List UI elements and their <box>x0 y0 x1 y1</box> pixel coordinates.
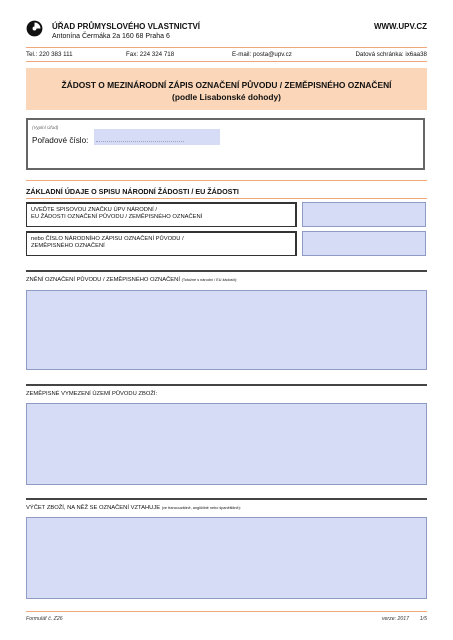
wording-field[interactable] <box>26 290 427 370</box>
section-rule-bottom <box>26 198 427 199</box>
wording-rule <box>26 270 427 272</box>
form-subtitle: (podle Lisabonské dohody) <box>172 92 281 102</box>
form-title: ŽÁDOST O MEZINÁRODNÍ ZÁPIS OZNAČENÍ PŮVODU / ZEMĚPISNÉHO OZNAČENÍ <box>61 80 392 90</box>
form-version: verze: 2017 <box>381 616 409 622</box>
header-rule-top <box>26 47 427 48</box>
goods-rule <box>26 498 427 500</box>
area-label: ZEMĚPISNÉ VYMEZENÍ ÚZEMÍ PŮVODU ZBOŽÍ: <box>26 391 158 397</box>
page-number: 1/5 <box>419 616 427 622</box>
order-number-label: Pořadové číslo: <box>32 136 89 145</box>
contact-fax: Fax: 224 324 718 <box>126 51 175 58</box>
area-field[interactable] <box>26 403 427 485</box>
area-rule <box>26 384 427 386</box>
wording-label-note: (Totožné s národní / EU žádostí): <box>181 278 238 282</box>
contact-databox: Datová schránka: ix6aa38 <box>355 51 427 58</box>
file-number-field[interactable] <box>302 202 426 227</box>
org-name: ÚŘAD PRŮMYSLOVÉHO VLASTNICTVÍ <box>52 22 201 31</box>
form-title-box <box>26 68 427 110</box>
file-number-label-line1: UVEĎTE SPISOVOU ZNAČKU ÚPV NÁRODNÍ / <box>31 207 157 213</box>
website-link[interactable]: WWW.UPV.CZ <box>373 22 427 31</box>
section-rule <box>26 180 427 181</box>
contact-phone: Tel.: 220 383 111 <box>26 51 73 58</box>
file-number-label <box>26 202 297 227</box>
goods-label <box>26 505 241 511</box>
file-number-label-line2: EU ŽÁDOSTI OZNAČENÍ PŮVODU / ZEMĚPISNÉHO OZNAČENÍ <box>31 214 203 221</box>
contact-email[interactable]: E-mail: posta@upv.cz <box>232 51 292 58</box>
registration-number-label-line2: ZEMĚPISNÉHO OZNAČENÍ <box>31 243 105 250</box>
registration-number-field[interactable] <box>302 231 426 256</box>
org-address: Antonína Čermáka 2a 160 68 Praha 6 <box>52 33 170 40</box>
registration-number-label-line1: nebo ČÍSLO NÁRODNÍHO ZÁPISU OZNAČENÍ PŮVODU / <box>31 236 184 242</box>
goods-label-note: (ve francouzštině, angličtině nebo španělštině): <box>161 506 241 510</box>
wording-label <box>26 277 237 283</box>
goods-field[interactable] <box>26 517 427 599</box>
header-rule-bottom <box>26 61 427 62</box>
wording-label-text: ZNĚNÍ OZNAČENÍ PŮVODU / ZEMĚPISNÉHO OZNAČENÍ <box>26 277 180 283</box>
form-id: Formulář č. Z26 <box>26 616 63 622</box>
goods-label-text: VÝČET ZBOŽÍ, NA NĚŽ SE OZNAČENÍ VZTAHUJE <box>26 505 161 511</box>
upv-logo-icon <box>26 20 43 37</box>
registration-number-label <box>26 231 297 256</box>
office-use-hint: (Vyplní Úřad) <box>32 125 59 130</box>
basic-data-heading: ZÁKLADNÍ ÚDAJE O SPISU NÁRODNÍ ŽÁDOSTI / EU ŽÁDOSTI <box>26 187 239 196</box>
footer-rule <box>26 611 427 612</box>
order-number-field[interactable] <box>94 129 220 145</box>
